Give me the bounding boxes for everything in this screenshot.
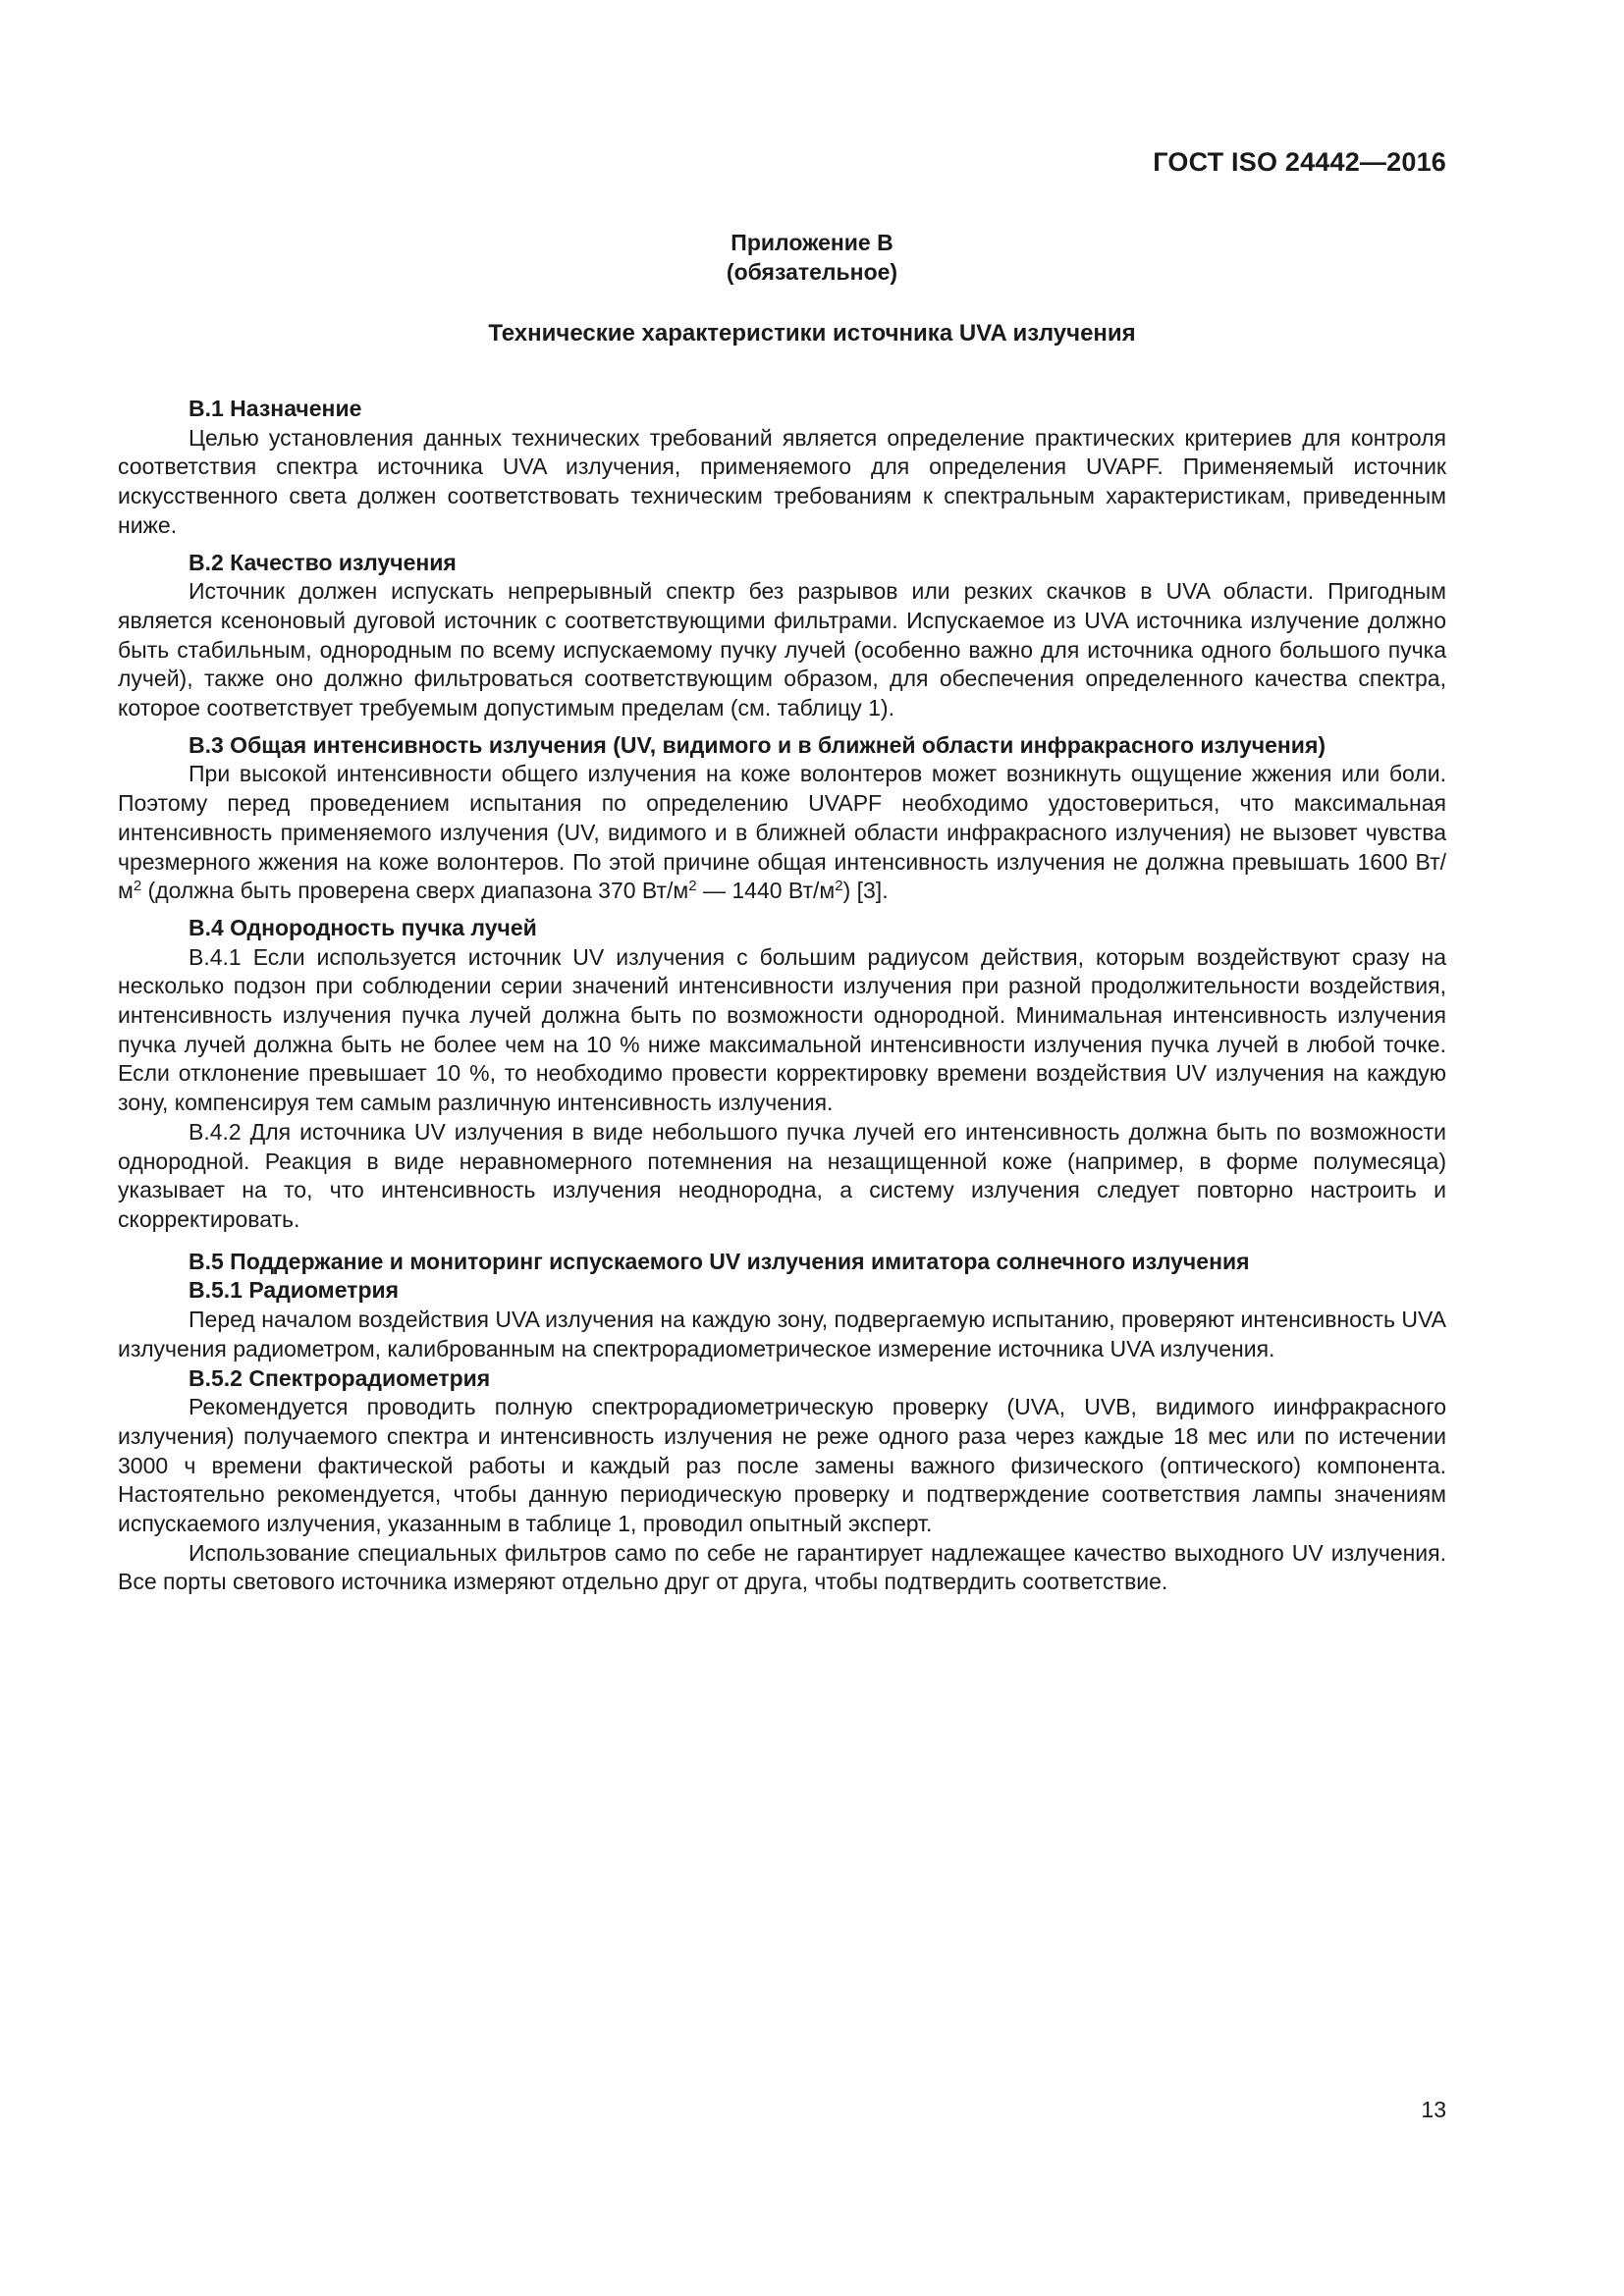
paragraph-b4-1: В.4.1 Если используется источник UV излучения с большим радиусом действия, которым воздействуют сразу на несколько подзон при соблюдении серии значений интенсивности излучения при разной продолжительности воздействия, интенсивность излучения пучка лучей должна быть по возможности однородной. Минимальная интенсивность излучения пучка лучей должна быть не более чем на 10 % ниже максимальной интенсивности излучения пучка лучей в любой точке. Если отклонение превышает 10 %, то необходимо провести корректировку времени воздействия UV излучения на каждую зону, компенсируя тем самым различную интенсивность излучения. <box>118 943 1446 1116</box>
paragraph-b3-part-d: ) [3]. <box>842 878 889 904</box>
paragraph-b51: Перед началом воздействия UVA излучения на каждую зону, подвергаемую испытанию, проверяют интенсивность UVA излучения радиометром, калиброванным на спектрорадиометрическое измерение источника UVA излучения. <box>118 1307 1446 1362</box>
document-body <box>118 395 1446 1597</box>
section-heading-b5: В.5 Поддержание и мониторинг испускаемого UV излучения имитатора солнечного излучения <box>189 1248 1250 1274</box>
paragraph-b52-2: Использование специальных фильтров само по себе не гарантирует надлежащее качество выходного UV излучения. Все порты светового источника измеряют отдельно друг от друга, чтобы подтвердить соответствие. <box>118 1539 1446 1595</box>
annex-title: Приложение В <box>731 230 893 255</box>
superscript-2: 2 <box>133 878 142 895</box>
paragraph-b3-part-c: — 1440 Вт/м <box>696 878 836 904</box>
superscript-2: 2 <box>835 878 843 895</box>
section-heading-b1: В.1 Назначение <box>189 396 362 421</box>
paragraph-b2: Источник должен испускать непрерывный спектр без разрывов или резких скачков в UVA области. Пригодным является ксеноновый дуговой источник с соответствующими фильтрами. Испускаемое из UVA источника излучение должно быть стабильным, однородным по всему испускаемому пучку лучей (особенно важно для источника одного большого пучка лучей), также оно должно фильтроваться соответствующим образом, для обеспечения определенного качества спектра, которое соответствует требуемым допустимым пределам (см. таблицу 1). <box>118 578 1446 721</box>
document-title: Технические характеристики источника UVA излучения <box>488 320 1136 347</box>
section-heading-b3: В.3 Общая интенсивность излучения (UV, видимого и в ближней области инфракрасного излучения) <box>189 731 1326 758</box>
paragraph-b3-part-b: (должна быть проверена сверх диапазона 370 Вт/м <box>141 878 689 904</box>
document-id: ГОСТ ISO 24442—2016 <box>1153 147 1446 177</box>
paragraph-b52-1: Рекомендуется проводить полную спектрорадиометрическую проверку (UVA, UVB, видимого иинфракрасного излучения) получаемого спектра и интенсивность излучения не реже одного раза через каждые 18 мес или по истечении 3000 ч времени фактической работы и каждый раз после замены важного физического (оптического) компонента. Настоятельно рекомендуется, чтобы данную периодическую проверку и подтверждение соответствия лампы значениям испускаемого излучения, указанным в таблице 1, проводил опытный эксперт. <box>118 1394 1446 1537</box>
annex-status: (обязательное) <box>726 259 898 285</box>
subsection-heading-b52: В.5.2 Спектрорадиометрия <box>189 1364 491 1391</box>
paragraph-b1: Целью установления данных технических требований является определение практических критериев для контроля соответствия спектра источника UVA излучения, применяемого для определения UVAPF. Применяемый источник искусственного света должен соответствовать техническим требованиям к спектральным характеристикам, приведенным ниже. <box>118 424 1446 538</box>
section-heading-b2: В.2 Качество излучения <box>189 549 457 575</box>
superscript-2: 2 <box>688 878 697 895</box>
paragraph-b3 <box>118 760 1446 906</box>
annex-header <box>0 228 1624 287</box>
page-number: 13 <box>1421 2097 1446 2122</box>
subsection-heading-b51: В.5.1 Радиометрия <box>189 1277 400 1304</box>
paragraph-b4-2: В.4.2 Для источника UV излучения в виде небольшого пучка лучей его интенсивность должна быть по возможности однородной. Реакция в виде неравномерного потемнения на незащищенной коже (например, в форме полумесяца) указывает на то, что интенсивность излучения неоднородна, а систему излучения следует повторно настроить и скорректировать. <box>118 1118 1446 1232</box>
paragraph-b3-part-a: При высокой интенсивности общего излучения на коже волонтеров может возникнуть ощущение жжения или боли. Поэтому перед проведением испытания по определению UVAPF необходимо удостовериться, что максимальная интенсивность применяемого излучения (UV, видимого и в ближней области инфракрасного излучения) не вызовет чувства чрезмерного жжения на коже волонтеров. По этой причине общая интенсивность излучения не должна превышать 1600 Вт/м <box>118 761 1446 904</box>
section-heading-b4: В.4 Однородность пучка лучей <box>189 914 537 940</box>
